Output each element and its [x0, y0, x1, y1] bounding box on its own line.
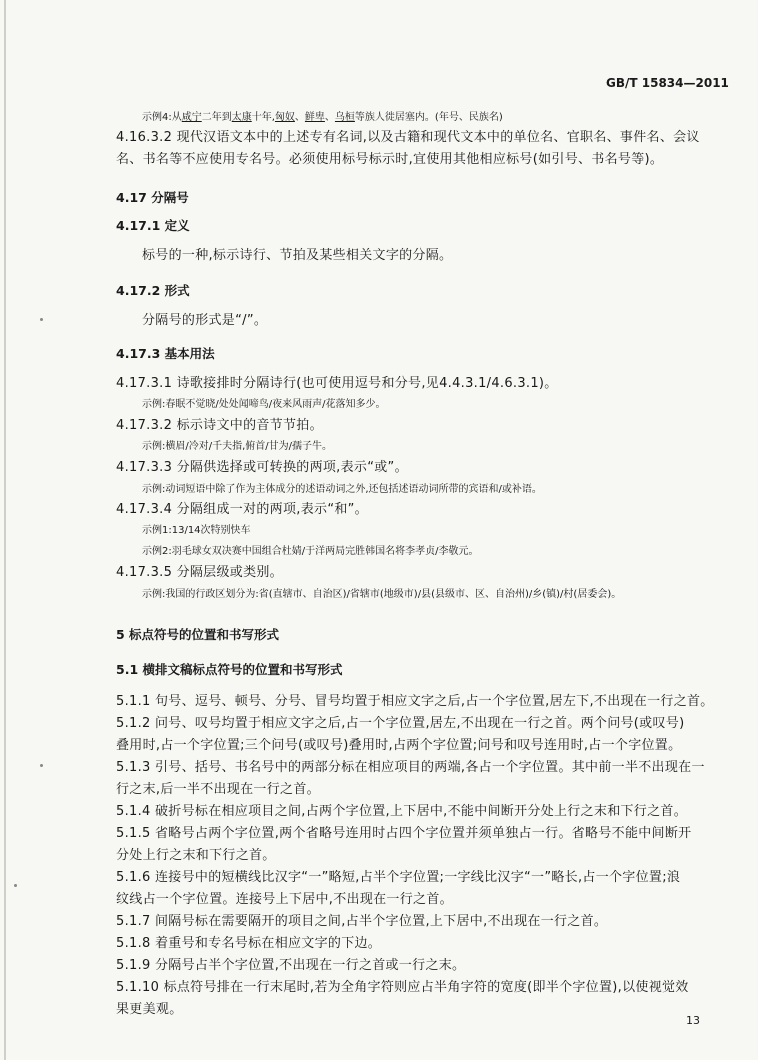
proper-noun: 匈奴	[274, 112, 295, 123]
example-text: 二年到	[201, 112, 232, 123]
clause-line: 4.17.3.3 分隔供选择或可转换的两项,表示“或”。	[116, 460, 408, 475]
clause-line: 4.17.3.4 分隔组成一对的两项,表示“和”。	[116, 502, 368, 517]
clause-line: 5.1.5 省略号占两个字位置,两个省略号连用时占四个字位置并须单独占一行。省略号不能中间断开	[116, 826, 692, 841]
section-heading: 4.17 分隔号	[116, 190, 189, 205]
paragraph-line: 标号的一种,标示诗行、节拍及某些相关文字的分隔。	[142, 248, 453, 263]
example-text: 、	[324, 112, 335, 123]
example-line: 示例:我国的行政区划分为:省(直辖市、自治区)/省辖市(地级市)/县(县级市、区、自治州)/乡(镇)/村(居委会)。	[142, 589, 622, 600]
subsection-heading: 4.17.1 定义	[116, 218, 190, 233]
clause-line: 5.1.10 标点符号排在一行末尾时,若为全角字符则应占半角字符的宽度(即半个字位置),以使视觉效	[116, 980, 689, 995]
clause-line: 5.1.6 连接号中的短横线比汉字“一”略短,占半个字位置;一字线比汉字“一”略长,占一个字位置;浪	[116, 870, 681, 885]
standard-code-header: GB/T 15834—2011	[606, 76, 729, 90]
clause-line: 行之末,后一半不出现在一行之首。	[116, 782, 320, 797]
proper-noun: 太康	[231, 112, 252, 123]
clause-line: 5.1.4 破折号标在相应项目之间,占两个字位置,上下居中,不能中间断开分处上行之末和下行之首。	[116, 804, 688, 819]
clause-line: 果更美观。	[116, 1002, 183, 1017]
example-text: 等族人徙居塞内。(年号、民族名)	[354, 112, 503, 123]
subsection-heading: 4.17.2 形式	[116, 283, 190, 298]
section-heading: 5.1 横排文稿标点符号的位置和书写形式	[116, 662, 343, 677]
clause-line: 5.1.8 着重号和专名号标在相应文字的下边。	[116, 936, 382, 951]
scan-speck	[40, 318, 43, 321]
clause-line: 5.1.1 句号、逗号、顿号、分号、冒号均置于相应文字之后,占一个字位置,居左下,不出现在一行之首。	[116, 694, 714, 709]
clause-line: 4.17.3.2 标示诗文中的音节节拍。	[116, 418, 323, 433]
example-line: 示例:横眉/冷对/千夫指,俯首/甘为/孺子牛。	[142, 441, 333, 452]
clause-line: 5.1.2 问号、叹号均置于相应文字之后,占一个字位置,居左,不出现在一行之首。两个问号(或叹号)	[116, 716, 685, 731]
clause-line: 4.17.3.1 诗歌接排时分隔诗行(也可使用逗号和分号,见4.4.3.1/4.6.3.1)。	[116, 376, 558, 391]
paragraph-line: 分隔号的形式是“/”。	[142, 313, 268, 328]
example-line: 示例:春眠不觉晓/处处闻啼鸟/夜来风雨声/花落知多少。	[142, 399, 386, 410]
proper-noun: 鲜卑	[304, 112, 325, 123]
clause-line: 5.1.9 分隔号占半个字位置,不出现在一行之首或一行之末。	[116, 958, 466, 973]
clause-line: 叠用时,占一个字位置;三个问号(或叹号)叠用时,占两个字位置;问号和叹号连用时,占一个字位置。	[116, 738, 682, 753]
clause-line: 5.1.7 间隔号标在需要隔开的项目之间,占半个字位置,上下居中,不出现在一行之首。	[116, 914, 608, 929]
proper-noun: 乌桓	[334, 112, 355, 123]
clause-line: 4.17.3.5 分隔层级或类别。	[116, 565, 283, 580]
subsection-heading: 4.17.3 基本用法	[116, 346, 215, 361]
scan-speck	[40, 764, 43, 767]
example-line: 示例:动词短语中除了作为主体成分的述语动词之外,还包括述语动词所带的宾语和/或补语。	[142, 484, 542, 495]
clause-line: 纹线占一个字位置。连接号上下居中,不出现在一行之首。	[116, 892, 453, 907]
chapter-heading: 5 标点符号的位置和书写形式	[116, 627, 280, 642]
paragraph-line: 名、书名等不应使用专名号。必须使用标号标示时,宜使用其他相应标号(如引号、书名号等)。	[116, 152, 664, 167]
example-text: 十年,	[251, 112, 275, 123]
example-line: 示例1:13/14次特别快车	[142, 525, 251, 536]
example-4	[142, 110, 503, 126]
page-edge	[4, 0, 6, 1060]
clause-line: 分处上行之末和下行之首。	[116, 848, 276, 863]
scan-speck	[14, 884, 17, 887]
paragraph-line: 4.16.3.2 现代汉语文本中的上述专有名词,以及古籍和现代文本中的单位名、官职名、事件名、会议	[116, 130, 700, 145]
example-line: 示例2:羽毛球女双决赛中国组合杜婧/于洋两局完胜韩国名将李孝贞/李敬元。	[142, 546, 479, 557]
example-text: 示例4:从	[142, 112, 182, 123]
clause-line: 5.1.3 引号、括号、书名号中的两部分标在相应项目的两端,各占一个字位置。其中前一半不出现在一	[116, 760, 705, 775]
proper-noun: 咸宁	[181, 112, 202, 123]
example-text: 、	[294, 112, 305, 123]
page-number: 13	[686, 1014, 700, 1027]
